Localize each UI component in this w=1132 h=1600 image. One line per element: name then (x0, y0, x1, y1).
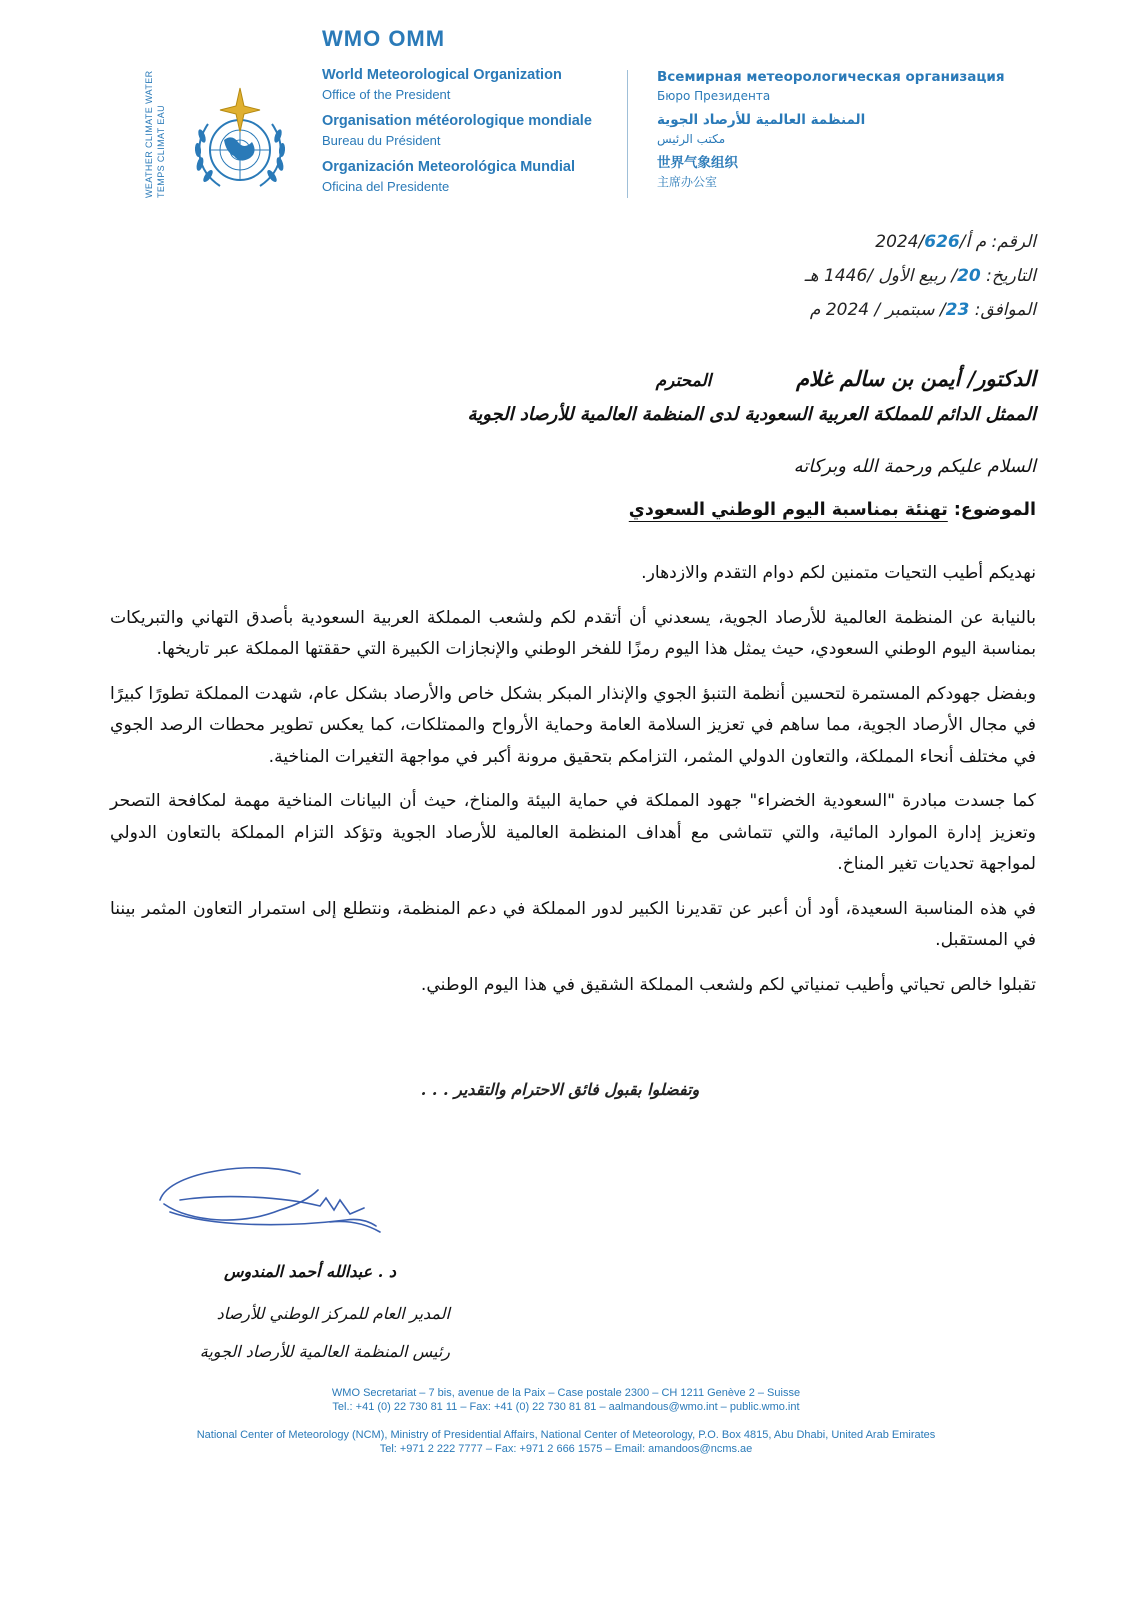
org-sub-ru: Бюро Президента (657, 89, 771, 103)
addressee-position: الممثل الدائم للمملكة العربية السعودية لدى المنظمة العالمية للأرصاد الجوية (467, 404, 1036, 425)
body-paragraph-1: نهديكم أطيب التحيات متمنين لكم دوام التقدم والازدهار. (641, 563, 1036, 583)
signature-icon (150, 1160, 390, 1240)
org-name-en: World Meteorological Organization (322, 67, 562, 83)
signer-block (150, 1262, 450, 1371)
header-divider (627, 70, 628, 198)
tagline-en: WEATHER CLIMATE WATER (144, 70, 154, 198)
greg-rest: / سبتمبر / 2024 م (809, 300, 946, 320)
org-names-latin (322, 66, 592, 204)
body-paragraph-3: وبفضل جهودكم المستمرة لتحسين أنظمة التنبؤ الجوي والإنذار المبكر بشكل خاص والأرصاد بشكل عام، شهدت المملكة تطورًا كبيرًا في مجال الأرصاد الجوية، مما ساهم في تعزيز السلامة العامة وحماية الأرواح والممتلكات، كما يعكس تطوير محطات الرصد الجوي في مختلف أنحاء المملكة، والتعاون الدولي المثمر، التزامكم بتحقيق مرونة أكبر في مواجهة التغيرات المناخية. (110, 683, 1036, 767)
tagline-vertical (140, 72, 176, 200)
addressee-name (336, 366, 1036, 391)
body-paragraph-6: تقبلوا خالص تحياتي وأطيب تمنياتي لكم ولشعب المملكة الشقيق في هذا اليوم الوطني. (420, 974, 1036, 995)
org-name-fr: Organisation météorologique mondiale (322, 113, 592, 129)
subject-text: تهنئة بمناسبة اليوم الوطني السعودي (628, 500, 948, 520)
org-name-ar: المنظمة العالمية للأرصاد الجوية (657, 112, 866, 128)
greeting: السلام عليكم ورحمة الله وبركاته (793, 456, 1036, 477)
letter-body (110, 558, 1036, 1014)
ref-year: 2024 (875, 232, 919, 252)
gregorian-date (596, 300, 1036, 320)
footer-line-2: Tel.: +41 (0) 22 730 81 11 – Fax: +41 (0) 22 730 81 81 – aalmandous@wmo.int – public.wmo.int (332, 1401, 800, 1413)
body-paragraph-4: كما جسدت مبادرة "السعودية الخضراء" جهود المملكة في حماية البيئة والمناخ، حيث أن البيانات المناخية مهمة لمكافحة التصحر وتعزيز إدارة الموارد المائية، والتي تتماشى مع أهداف المنظمة العالمية للأرصاد الجوية وتؤكد التزام المملكة بالتعاون الدولي لمواجهة تحديات تغير المناخ. (110, 791, 1036, 874)
ref-num: 626 (924, 232, 960, 252)
addressee-honorific: المحترم (655, 371, 712, 391)
date-label: التاريخ: (986, 266, 1036, 286)
date-rest: / ربيع الأول /1446 هـ (804, 266, 958, 286)
org-sub-ar: مكتب الرئيس (657, 132, 726, 146)
org-sub-fr: Bureau du Président (322, 133, 441, 148)
signer-name: د . عبدالله أحمد المندوس (224, 1262, 396, 1281)
signer-title-1: المدير العام للمركز الوطني للأرصاد (216, 1304, 450, 1323)
footer-line-1: WMO Secretariat – 7 bis, avenue de la Paix – Case postale 2300 – CH 1211 Genève 2 – Suisse (331, 1387, 801, 1399)
tagline-fr: TEMPS CLIMAT EAU (156, 104, 166, 198)
reference-number: الرقم: م أ/2024/626 (875, 232, 1036, 252)
ref-label: الرقم: م أ/ (959, 232, 1036, 252)
org-name-ru: Всемирная метеорологическая организация (657, 69, 1005, 85)
signer-title-2: رئيس المنظمة العالمية للأرصاد الجوية (199, 1342, 450, 1361)
greg-day: 23 (945, 300, 970, 320)
addressee-title: الدكتور/ أيمن بن سالم غلام (795, 366, 1036, 391)
footer-ncm (0, 1428, 1132, 1456)
wmo-emblem-icon (186, 84, 294, 196)
org-sub-en: Office of the President (322, 87, 451, 102)
hijri-date (596, 266, 1036, 286)
body-paragraph-5: في هذه المناسبة السعيدة، أود أن أعبر عن تقديرنا الكبير لدور المملكة في دعم المنظمة، ونتطلع إلى استمرار التعاون المثمر بيننا في المستقبل. (110, 898, 1036, 950)
org-names-intl (657, 68, 1005, 197)
org-sub-es: Oficina del Presidente (322, 179, 450, 194)
org-name-zh: 世界气象组织 (657, 155, 738, 171)
org-name-es: Organización Meteorológica Mundial (322, 159, 575, 175)
greg-label: الموافق: (974, 300, 1036, 320)
footer-line-4: Tel: +971 2 222 7777 – Fax: +971 2 666 1575 – Email: amandoos@ncms.ae (379, 1443, 753, 1455)
subject-line (476, 500, 1036, 520)
org-sub-zh: 主席办公室 (657, 175, 718, 189)
closing-line: وتفضلوا بقبول فائق الاحترام والتقدير . . . (420, 1080, 700, 1099)
date-day: 20 (957, 266, 981, 286)
footer-wmo (0, 1386, 1132, 1414)
body-paragraph-2: بالنيابة عن المنظمة العالمية للأرصاد الجوية، يسعدني أن أتقدم لكم ولشعب المملكة العربية السعودية بأصدق التهاني والتبريكات بمناسبة اليوم الوطني السعودي، حيث يمثل هذا اليوم رمزًا للفخر الوطني والإنجازات الكبيرة التي حققتها المملكة عبر تاريخها. (110, 607, 1036, 659)
footer-line-3: National Center of Meteorology (NCM), Ministry of Presidential Affairs, National Center of Meteorology, P.O. Box 4815, Abu Dhabi, United Arab Emirates (196, 1429, 936, 1441)
subject-label: الموضوع: (953, 500, 1036, 520)
wmo-brand: WMO OMM (322, 26, 446, 51)
